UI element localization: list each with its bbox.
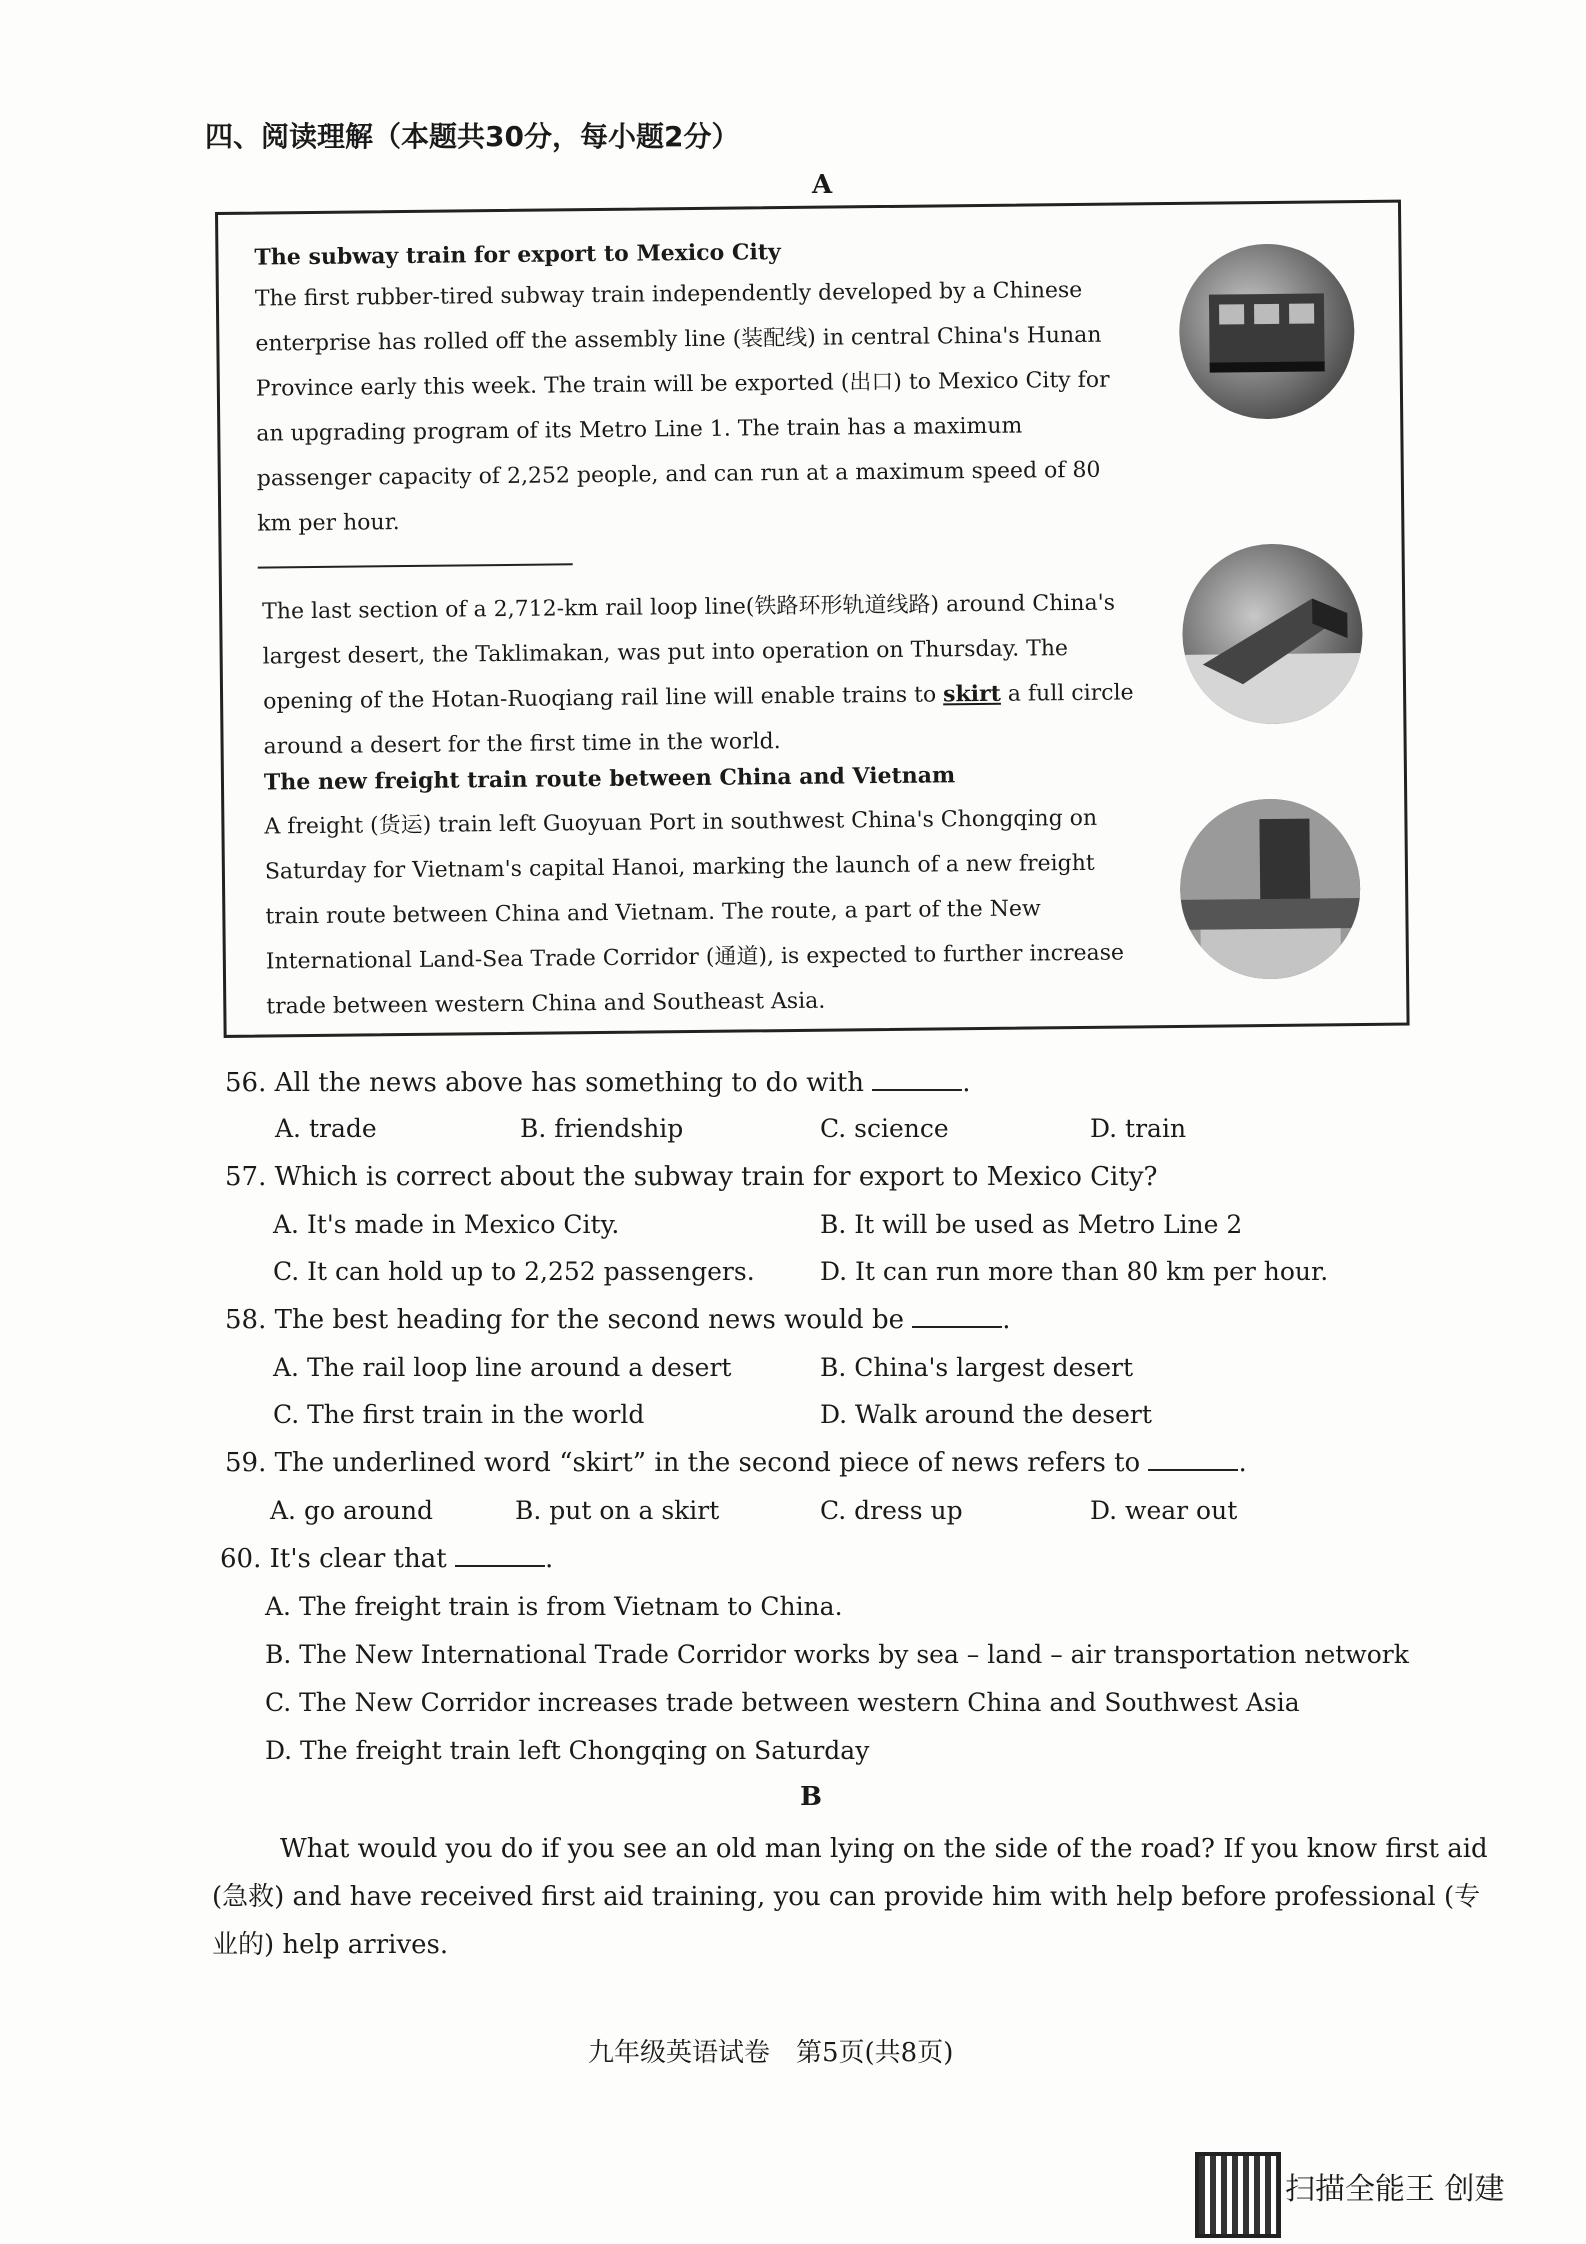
question-56: 56. All the news above has something to do with . — [225, 1068, 971, 1098]
section-title: 四、阅读理解（本题共30分，每小题2分） — [205, 120, 740, 153]
part-a-label: A — [812, 170, 833, 200]
answer-blank — [455, 1565, 545, 1567]
q60-option-d: D. The freight train left Chongqing on Saturday — [265, 1736, 870, 1765]
question-57: 57. Which is correct about the subway train for export to Mexico City? — [225, 1162, 1158, 1192]
q59-option-d: D. wear out — [1090, 1496, 1238, 1525]
q58-option-c: C. The first train in the world — [273, 1400, 645, 1429]
q57-option-d: D. It can run more than 80 km per hour. — [820, 1257, 1329, 1286]
freight-port-photo — [1179, 798, 1361, 980]
answer-blank — [872, 1089, 962, 1091]
part-b-line-2: (急救) and have received first aid training, you can provide him with help before professional (专 — [212, 1882, 1481, 1912]
subway-train-photo — [1178, 243, 1355, 420]
q59-option-a: A. go around — [270, 1496, 434, 1525]
q58-option-a: A. The rail loop line around a desert — [273, 1353, 732, 1382]
answer-blank — [1148, 1469, 1238, 1471]
q58-option-b: B. China's largest desert — [820, 1353, 1134, 1382]
underlined-word-skirt: skirt — [942, 680, 1001, 708]
missing-heading-blank — [258, 563, 573, 568]
q56-option-d: D. train — [1090, 1114, 1187, 1143]
question-58: 58. The best heading for the second news would be . — [225, 1305, 1011, 1335]
news-heading-3: The new freight train route between China and Vietnam — [263, 762, 956, 796]
news-box — [215, 200, 1410, 1038]
q57-option-a: A. It's made in Mexico City. — [273, 1210, 620, 1239]
scanner-watermark: 扫描全能王 创建 — [1285, 2172, 1505, 2207]
part-b-line-1: What would you do if you see an old man lying on the side of the road? If you know first aid — [280, 1834, 1488, 1864]
q59-option-c: C. dress up — [820, 1496, 963, 1525]
qr-code-icon — [1195, 2152, 1281, 2238]
q56-option-b: B. friendship — [520, 1114, 684, 1143]
q60-option-a: A. The freight train is from Vietnam to China. — [265, 1592, 843, 1621]
question-60: 60. It's clear that . — [220, 1544, 554, 1574]
part-b-line-3: 业的) help arrives. — [212, 1930, 449, 1960]
q60-option-b: B. The New International Trade Corridor works by sea – land – air transportation network — [265, 1640, 1409, 1669]
question-59: 59. The underlined word “skirt” in the second piece of news refers to . — [225, 1448, 1247, 1478]
q59-option-b: B. put on a skirt — [515, 1496, 720, 1525]
desert-train-photo — [1182, 543, 1364, 725]
news-body-1: The first rubber-tired subway train independently developed by a Chinese enterprise has rolled off the assembly line (装配线) in central China's Hunan Province early this week. The train will be exported (出口) to Mexico City for an upgrading program of its Metro Line 1. The train has a maximum passenger capacity of 2,252 people, and can run at a maximum speed of 80 km per hour. — [254, 277, 1110, 537]
q60-option-c: C. The New Corridor increases trade between western China and Southwest Asia — [265, 1688, 1300, 1717]
answer-blank — [912, 1326, 1002, 1328]
page-footer: 九年级英语试卷 第5页(共8页) — [588, 2038, 954, 2068]
news-body-2: The last section of a 2,712-km rail loop line(铁路环形轨道线路) around China's largest desert, the Taklimakan, was put into operation on Thursday. The opening of the Hotan-Ruoqiang rail line will enable trains to skirt a full circle around a desert for the first time in the world. — [262, 590, 1134, 760]
news-body-3: A freight (货运) train left Guoyuan Port in southwest China's Chongqing on Saturday for Vietnam's capital Hanoi, marking the launch of a new freight train route between China and Vietnam. The route, a part of the New International Land-Sea Trade Corridor (通道), is expected to further increase trade between western China and Southeast Asia. — [264, 805, 1125, 1020]
part-b-label: B — [800, 1782, 822, 1812]
q56-option-a: A. trade — [275, 1114, 377, 1143]
q57-option-b: B. It will be used as Metro Line 2 — [820, 1210, 1243, 1239]
news-heading-1: The subway train for export to Mexico City — [254, 239, 781, 271]
q58-option-d: D. Walk around the desert — [820, 1400, 1152, 1429]
q56-option-c: C. science — [820, 1114, 949, 1143]
q57-option-c: C. It can hold up to 2,252 passengers. — [273, 1257, 755, 1286]
